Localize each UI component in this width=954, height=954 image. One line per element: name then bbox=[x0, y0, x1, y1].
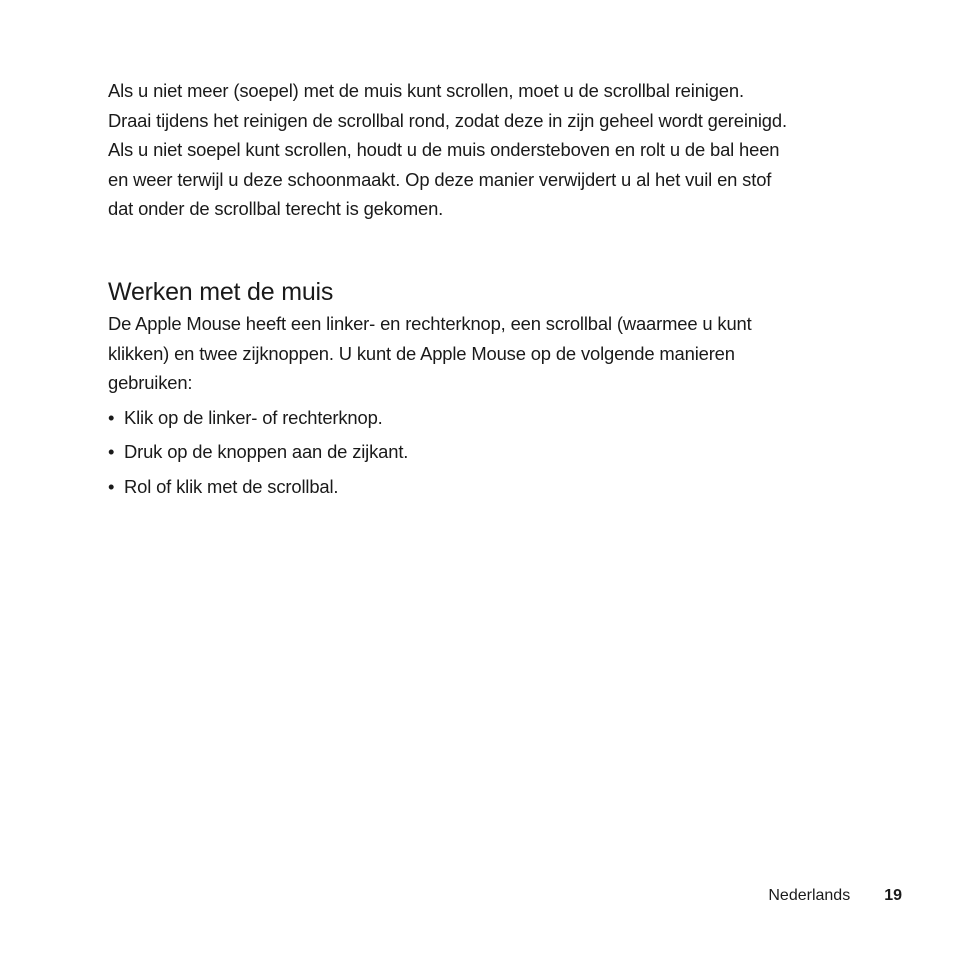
bullet-text: Rol of klik met de scrollbal. bbox=[124, 475, 339, 497]
intro-line: Als u niet meer (soepel) met de muis kunt scrollen, moet u de scrollbal reinigen. bbox=[108, 80, 744, 101]
section-line: De Apple Mouse heeft een linker- en rechterknop, een scrollbal (waarmee u kunt bbox=[108, 312, 752, 334]
bullet-icon: • bbox=[108, 441, 115, 463]
bullet-item bbox=[108, 472, 888, 502]
bullet-text: Klik op de linker- of rechterknop. bbox=[124, 406, 383, 428]
intro-line: dat onder de scrollbal terecht is gekomen. bbox=[108, 198, 444, 220]
bullet-text: Druk op de knoppen aan de zijkant. bbox=[124, 441, 409, 463]
section-line: gebruiken: bbox=[108, 372, 193, 394]
intro-line: Als u niet soepel kunt scrollen, houdt u de muis ondersteboven en rolt u de bal heen bbox=[108, 139, 780, 161]
bullet-item bbox=[108, 403, 888, 433]
page-footer bbox=[768, 884, 902, 908]
page-content bbox=[108, 76, 888, 507]
bullet-item bbox=[108, 437, 888, 467]
page-number: 19 bbox=[884, 887, 902, 904]
bullet-icon: • bbox=[108, 475, 115, 497]
intro-line: Draai tijdens het reinigen de scrollbal rond, zodat deze in zijn geheel wordt gereinigd. bbox=[108, 109, 787, 131]
intro-line: en weer terwijl u deze schoonmaakt. Op deze manier verwijdert u al het vuil en stof bbox=[108, 168, 772, 190]
bullet-icon: • bbox=[108, 406, 115, 428]
bullet-list bbox=[108, 403, 888, 502]
section-paragraph bbox=[108, 309, 888, 398]
intro-paragraph bbox=[108, 76, 888, 224]
section-heading: Werken met de muis bbox=[108, 277, 334, 306]
footer-language: Nederlands bbox=[768, 887, 851, 904]
section-line: klikken) en twee zijknoppen. U kunt de Apple Mouse op de volgende manieren bbox=[108, 342, 735, 364]
